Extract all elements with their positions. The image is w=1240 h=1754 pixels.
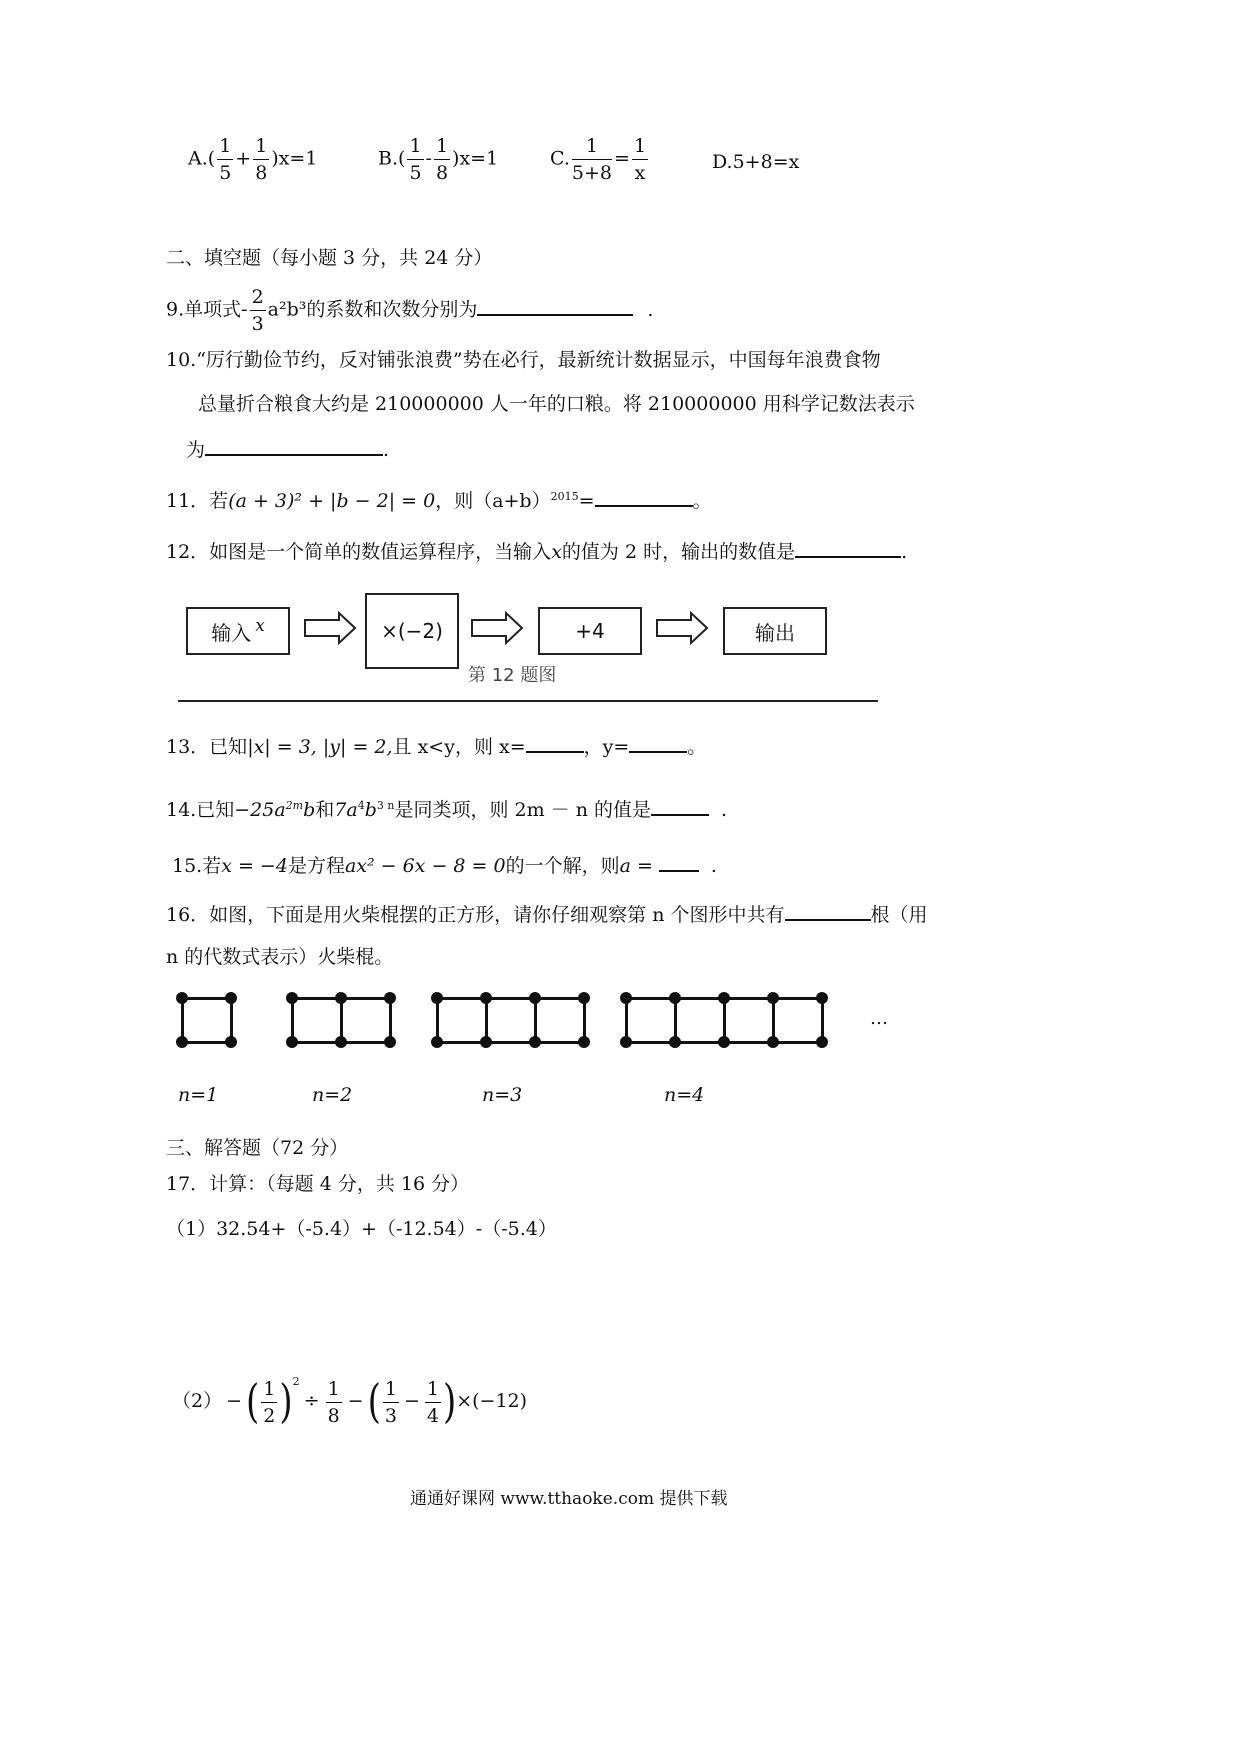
matchstick bbox=[182, 997, 231, 1000]
q8-option-d: D.5+8=x bbox=[712, 151, 800, 173]
matchstick-joint bbox=[384, 1036, 396, 1048]
q13-text: 且 x<y，则 x= bbox=[392, 736, 526, 758]
q12-text: 12．如图是一个简单的数值运算程序，当输入 bbox=[166, 541, 552, 563]
q10-end: . bbox=[383, 439, 390, 461]
fraction bbox=[632, 134, 648, 185]
numerator: 1 bbox=[261, 1377, 277, 1403]
q15-prefix: 15.若 bbox=[172, 855, 222, 877]
ellipsis: … bbox=[870, 1008, 888, 1029]
denominator: 8 bbox=[435, 162, 449, 184]
q9-prefix: 9.单项式- bbox=[166, 298, 248, 321]
numerator: 1 bbox=[572, 134, 612, 160]
matchstick-joint bbox=[176, 1036, 188, 1048]
q8-option-c bbox=[550, 134, 650, 185]
matchstick-joint bbox=[335, 1036, 347, 1048]
matchstick-joint bbox=[620, 992, 632, 1004]
denominator: 8 bbox=[255, 162, 268, 184]
q12-end: . bbox=[901, 541, 908, 563]
denominator: 2 bbox=[263, 1404, 276, 1427]
q13-end: 。 bbox=[687, 736, 707, 758]
question-14 bbox=[166, 794, 727, 822]
answer-blank-x[interactable] bbox=[526, 733, 584, 753]
question-16-line-1 bbox=[166, 901, 928, 927]
question-17-title: 17．计算：（每题 4 分，共 16 分） bbox=[166, 1173, 470, 1195]
numerator: 2 bbox=[250, 285, 266, 311]
operator: − bbox=[226, 1390, 243, 1412]
matchstick-joint bbox=[431, 1036, 443, 1048]
question-12 bbox=[166, 538, 907, 564]
fraction bbox=[434, 134, 450, 185]
q15-equation: ax² − 6x − 8 = 0 bbox=[344, 855, 506, 877]
q14-term-2: 7a bbox=[334, 799, 358, 821]
q12-variable: x bbox=[551, 541, 562, 563]
q11-end: 。 bbox=[692, 490, 712, 512]
q14-exponent: 4 bbox=[357, 799, 365, 812]
q14-and: 和 bbox=[315, 799, 335, 821]
denominator: 3 bbox=[384, 1404, 397, 1427]
numerator: 1 bbox=[407, 134, 423, 160]
matchstick-joint bbox=[176, 992, 188, 1004]
numerator: 1 bbox=[632, 134, 648, 160]
q12-text-2: 的值为 2 时，输出的数值是 bbox=[561, 541, 796, 563]
answer-blank[interactable] bbox=[595, 487, 693, 507]
q14-end: . bbox=[720, 799, 728, 821]
paren: ( bbox=[398, 147, 406, 170]
question-11 bbox=[166, 485, 712, 513]
fraction bbox=[572, 134, 612, 185]
q11-text: ，则（a+b） bbox=[435, 490, 551, 512]
matchstick-joint bbox=[384, 992, 396, 1004]
answer-blank-y[interactable] bbox=[629, 733, 687, 753]
arrow-right-icon bbox=[470, 611, 524, 645]
flow-multiply-box bbox=[365, 593, 459, 669]
flow-output-box bbox=[723, 607, 827, 655]
answer-blank[interactable] bbox=[477, 296, 633, 316]
matchstick bbox=[182, 1041, 231, 1044]
operator: - bbox=[425, 147, 432, 170]
option-label: C. bbox=[550, 147, 570, 170]
flow-step-add: +4 bbox=[575, 619, 605, 643]
fraction bbox=[253, 134, 269, 185]
fraction bbox=[425, 1377, 441, 1428]
numerator: 1 bbox=[217, 134, 233, 160]
operator: + bbox=[235, 147, 252, 170]
matchstick-joint bbox=[225, 1036, 237, 1048]
paren: ) bbox=[271, 147, 279, 170]
question-17-part-1: （1）32.54+（-5.4）+（-12.54）-（-5.4） bbox=[166, 1218, 557, 1240]
q16-text: 16．如图，下面是用火柴棍摆的正方形，请你仔细观察第 n 个图形中共有 bbox=[166, 904, 785, 926]
denominator: x bbox=[634, 162, 646, 184]
figure-label-n1: n=1 bbox=[178, 1084, 219, 1106]
matchstick bbox=[437, 997, 584, 1000]
q15-expression-3: a = bbox=[619, 855, 653, 877]
matchstick-joint bbox=[480, 1036, 492, 1048]
option-label: A. bbox=[188, 147, 208, 170]
q15-end: . bbox=[710, 855, 717, 877]
denominator: 5 bbox=[219, 162, 232, 184]
q14-term-1: −25a bbox=[234, 799, 286, 821]
numerator: 1 bbox=[253, 134, 269, 160]
fraction bbox=[326, 1377, 342, 1428]
q15-text: 是方程 bbox=[287, 855, 345, 877]
divider bbox=[178, 700, 878, 702]
q11-expression: (a + 3)² + |b − 2| = 0 bbox=[228, 490, 436, 512]
question-10-line-3 bbox=[186, 436, 389, 462]
q13-expression: |x| = 3, |y| = 2, bbox=[247, 736, 393, 758]
matchstick-joint bbox=[335, 992, 347, 1004]
matchstick-joint bbox=[669, 992, 681, 1004]
q14-prefix: 14.已知 bbox=[166, 799, 235, 821]
matchstick-joint bbox=[816, 992, 828, 1004]
denominator: 4 bbox=[426, 1404, 439, 1427]
section-3-title: 三、解答题（72 分） bbox=[166, 1137, 349, 1159]
exponent: 2 bbox=[292, 1375, 300, 1388]
paren: ) bbox=[452, 147, 460, 170]
q11-exponent: 2015 bbox=[550, 490, 579, 503]
arrow-right-icon bbox=[303, 611, 357, 645]
matchstick-joint bbox=[529, 992, 541, 1004]
matchstick-joint bbox=[286, 1036, 298, 1048]
matchstick-joint bbox=[225, 992, 237, 1004]
q15-text-2: 的一个解，则 bbox=[505, 855, 620, 877]
question-10-line-1: 10.“厉行勤俭节约，反对铺张浪费”势在必行，最新统计数据显示，中国每年浪费食物 bbox=[166, 349, 881, 371]
q14-text: 是同类项，则 2m － n 的值是 bbox=[394, 799, 651, 821]
q16-text-2: 根（用 bbox=[870, 904, 928, 926]
fraction bbox=[250, 285, 266, 336]
matchstick-joint bbox=[767, 992, 779, 1004]
matchstick-joint bbox=[529, 1036, 541, 1048]
q9-end: . bbox=[647, 298, 654, 321]
answer-blank[interactable] bbox=[785, 901, 871, 921]
answer-blank[interactable] bbox=[651, 796, 709, 816]
question-9 bbox=[166, 285, 653, 336]
q14-exponent: 2m bbox=[285, 799, 304, 812]
flow-step-multiply: ×(−2) bbox=[381, 619, 443, 643]
figure-label-n2: n=2 bbox=[312, 1084, 353, 1106]
matchstick-joint bbox=[620, 1036, 632, 1048]
q10-prefix: 为 bbox=[186, 439, 206, 461]
matchstick-joint bbox=[816, 1036, 828, 1048]
option-tail: x=1 bbox=[278, 147, 318, 170]
flow-output-label: 输出 bbox=[755, 620, 795, 645]
fraction bbox=[261, 1377, 277, 1428]
fraction bbox=[217, 134, 233, 185]
fraction bbox=[407, 134, 423, 185]
operator: = bbox=[578, 490, 595, 512]
figure-label-n4: n=4 bbox=[664, 1084, 705, 1106]
matchstick-joint bbox=[718, 992, 730, 1004]
question-10-line-2: 总量折合粮食大约是 210000000 人一年的口粮。将 210000000 用科学记数法表示 bbox=[198, 393, 915, 415]
figure-label-n3: n=3 bbox=[482, 1084, 523, 1106]
flow-input-box bbox=[186, 607, 290, 655]
denominator: 3 bbox=[251, 313, 264, 335]
matchstick bbox=[437, 1041, 584, 1044]
operator: − bbox=[347, 1390, 364, 1412]
matchstick-joint bbox=[578, 992, 590, 1004]
q8-option-b bbox=[378, 134, 498, 185]
answer-blank[interactable] bbox=[659, 852, 699, 872]
numerator: 1 bbox=[434, 134, 450, 160]
question-15 bbox=[172, 852, 717, 878]
denominator: 8 bbox=[327, 1404, 340, 1427]
matchstick-joint bbox=[767, 1036, 779, 1048]
option-tail: x=1 bbox=[459, 147, 499, 170]
q14-term-2b: b bbox=[364, 799, 377, 821]
q13-text-2: ，y= bbox=[583, 736, 630, 758]
q8-option-a bbox=[188, 134, 317, 185]
q15-expression-1: x = −4 bbox=[221, 855, 288, 877]
question-16-line-2: n 的代数式表示）火柴棍。 bbox=[166, 946, 394, 968]
q14-exponent: 3 n bbox=[376, 799, 395, 812]
question-13 bbox=[166, 733, 706, 759]
part-label: （2） bbox=[172, 1390, 223, 1412]
matchstick-joint bbox=[431, 992, 443, 1004]
matchstick-joint bbox=[286, 992, 298, 1004]
numerator: 1 bbox=[425, 1377, 441, 1403]
paren-left: ( bbox=[367, 1375, 381, 1429]
operator: = bbox=[614, 147, 630, 170]
denominator: 5 bbox=[409, 162, 422, 184]
answer-blank[interactable] bbox=[205, 436, 383, 456]
numerator: 1 bbox=[326, 1377, 342, 1403]
flow-input-variable: x bbox=[255, 616, 265, 636]
operator: ÷ bbox=[303, 1390, 320, 1412]
fraction bbox=[383, 1377, 399, 1428]
q13-prefix: 13．已知 bbox=[166, 736, 248, 758]
matchstick-joint bbox=[718, 1036, 730, 1048]
flow-add-box bbox=[538, 607, 642, 655]
flow-input-label: 输入 bbox=[211, 620, 252, 645]
figure-caption: 第 12 题图 bbox=[468, 665, 557, 686]
section-2-title: 二、填空题（每小题 3 分，共 24 分） bbox=[166, 247, 493, 269]
matchstick-joint bbox=[480, 992, 492, 1004]
operator: − bbox=[403, 1390, 420, 1412]
paren-right: ) bbox=[442, 1375, 457, 1429]
q9-text: a²b³的系数和次数分别为 bbox=[267, 298, 478, 321]
denominator: 5+8 bbox=[571, 162, 613, 184]
numerator: 1 bbox=[383, 1377, 399, 1403]
q14-term-1b: b bbox=[303, 799, 316, 821]
q17-tail: ×(−12) bbox=[456, 1390, 528, 1412]
option-label: B. bbox=[378, 147, 399, 170]
matchstick-joint bbox=[578, 1036, 590, 1048]
paren-right: ) bbox=[279, 1375, 293, 1429]
answer-blank[interactable] bbox=[795, 538, 901, 558]
matchstick-joint bbox=[669, 1036, 681, 1048]
paren: ( bbox=[207, 147, 216, 170]
question-17-part-2 bbox=[172, 1370, 527, 1428]
footer-text: 通通好课网 www.tthaoke.com 提供下载 bbox=[410, 1489, 728, 1509]
q11-prefix: 11．若 bbox=[166, 490, 229, 512]
arrow-right-icon bbox=[655, 611, 709, 645]
paren-left: ( bbox=[246, 1375, 260, 1429]
